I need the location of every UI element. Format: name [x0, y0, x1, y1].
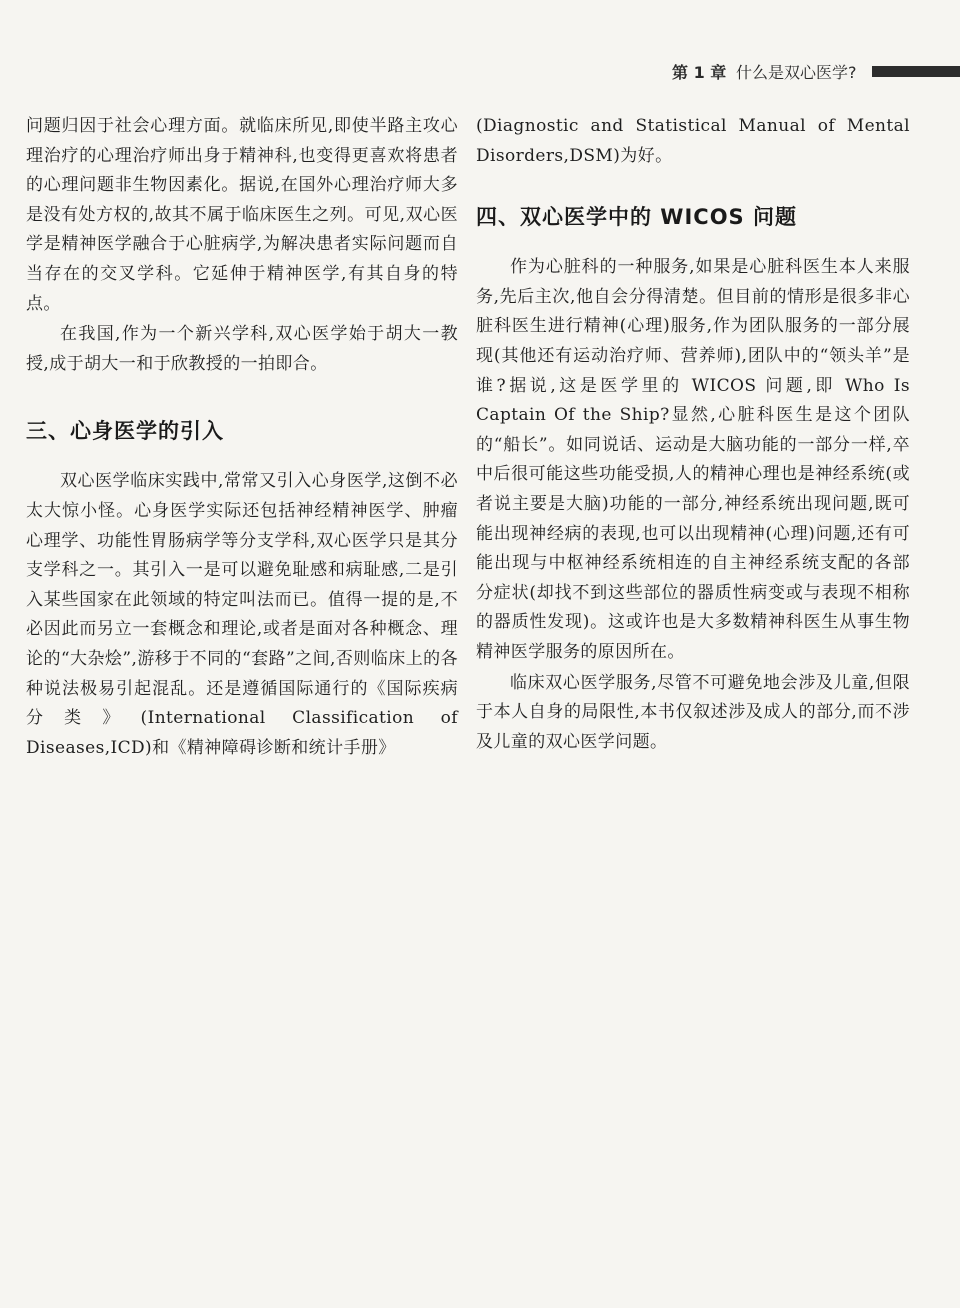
chapter-number: 第 1 章 — [672, 63, 727, 82]
right-paragraph-1: (Diagnostic and Statistical Manual of Mental Disorders,DSM)为好。 — [476, 116, 910, 166]
running-header — [0, 58, 960, 88]
section-heading-4: 四、双心医学中的 WICOS 问题 — [476, 205, 797, 230]
left-paragraph-3: 双心医学临床实践中,常常又引入心身医学,这倒不必太大惊小怪。心身医学实际还包括神经精神医学、肿瘤心理学、功能性胃肠病学等分支学科,双心医学只是其分支学科之一。其引入一是可以避免耻感和病耻感,二是引入某些国家在此领域的特定叫法而已。值得一提的是,不必因此而另立一套概念和理论,或者是面对各种概念、理论的“大杂烩”,游移于不同的“套路”之间,否则临床上的各种说法极易引起混乱。还是遵循国际通行的《国际疾病分类》(International Classification of Diseases,ICD)和《精神障碍诊断和统计手册》 — [26, 471, 458, 758]
right-column — [476, 112, 910, 757]
right-paragraph-3: 临床双心医学服务,尽管不可避免地会涉及儿童,但限于本人自身的局限性,本书仅叙述涉及成人的部分,而不涉及儿童的双心医学问题。 — [476, 672, 910, 752]
left-paragraph-1: 问题归因于社会心理方面。就临床所见,即使半路主攻心理治疗的心理治疗师出身于精神科,也变得更喜欢将患者的心理问题非生物因素化。据说,在国外心理治疗师大多是没有处方权的,故其不属于临床医生之列。可见,双心医学是精神医学融合于心脏病学,为解决患者实际问题而自当存在的交叉学科。它延伸于精神医学,有其自身的特点。 — [26, 116, 458, 314]
section-heading-3: 三、心身医学的引入 — [26, 419, 224, 444]
left-column — [26, 112, 458, 763]
right-paragraph-2: 作为心脏科的一种服务,如果是心脏科医生本人来服务,先后主次,他自会分得清楚。但目前的情形是很多非心脏科医生进行精神(心理)服务,作为团队服务的一部分展现(其他还有运动治疗师、营养师),团队中的“领头羊”是谁?据说,这是医学里的 WICOS 问题,即 Who Is Captain Of the Ship?显然,心脏科医生是这个团队的“船长”。如同说话、运动是大脑功能的一部分一样,卒中后很可能这些功能受损,人的精神心理也是神经系统(或者说主要是大脑)功能的一部分,神经系统出现问题,既可能出现神经病的表现,也可以出现精神(心理)问题,还有可能出现与中枢神经系统相连的自主神经系统支配的各部分症状(却找不到这些部位的器质性病变或与表现不相称的器质性发现)。这或许也是大多数精神科医生从事生物精神医学服务的原因所在。 — [476, 257, 910, 662]
chapter-title: 什么是双心医学? — [736, 63, 857, 82]
header-bar — [872, 66, 960, 77]
left-paragraph-2: 在我国,作为一个新兴学科,双心医学始于胡大一教授,成于胡大一和于欣教授的一拍即合。 — [26, 324, 458, 374]
